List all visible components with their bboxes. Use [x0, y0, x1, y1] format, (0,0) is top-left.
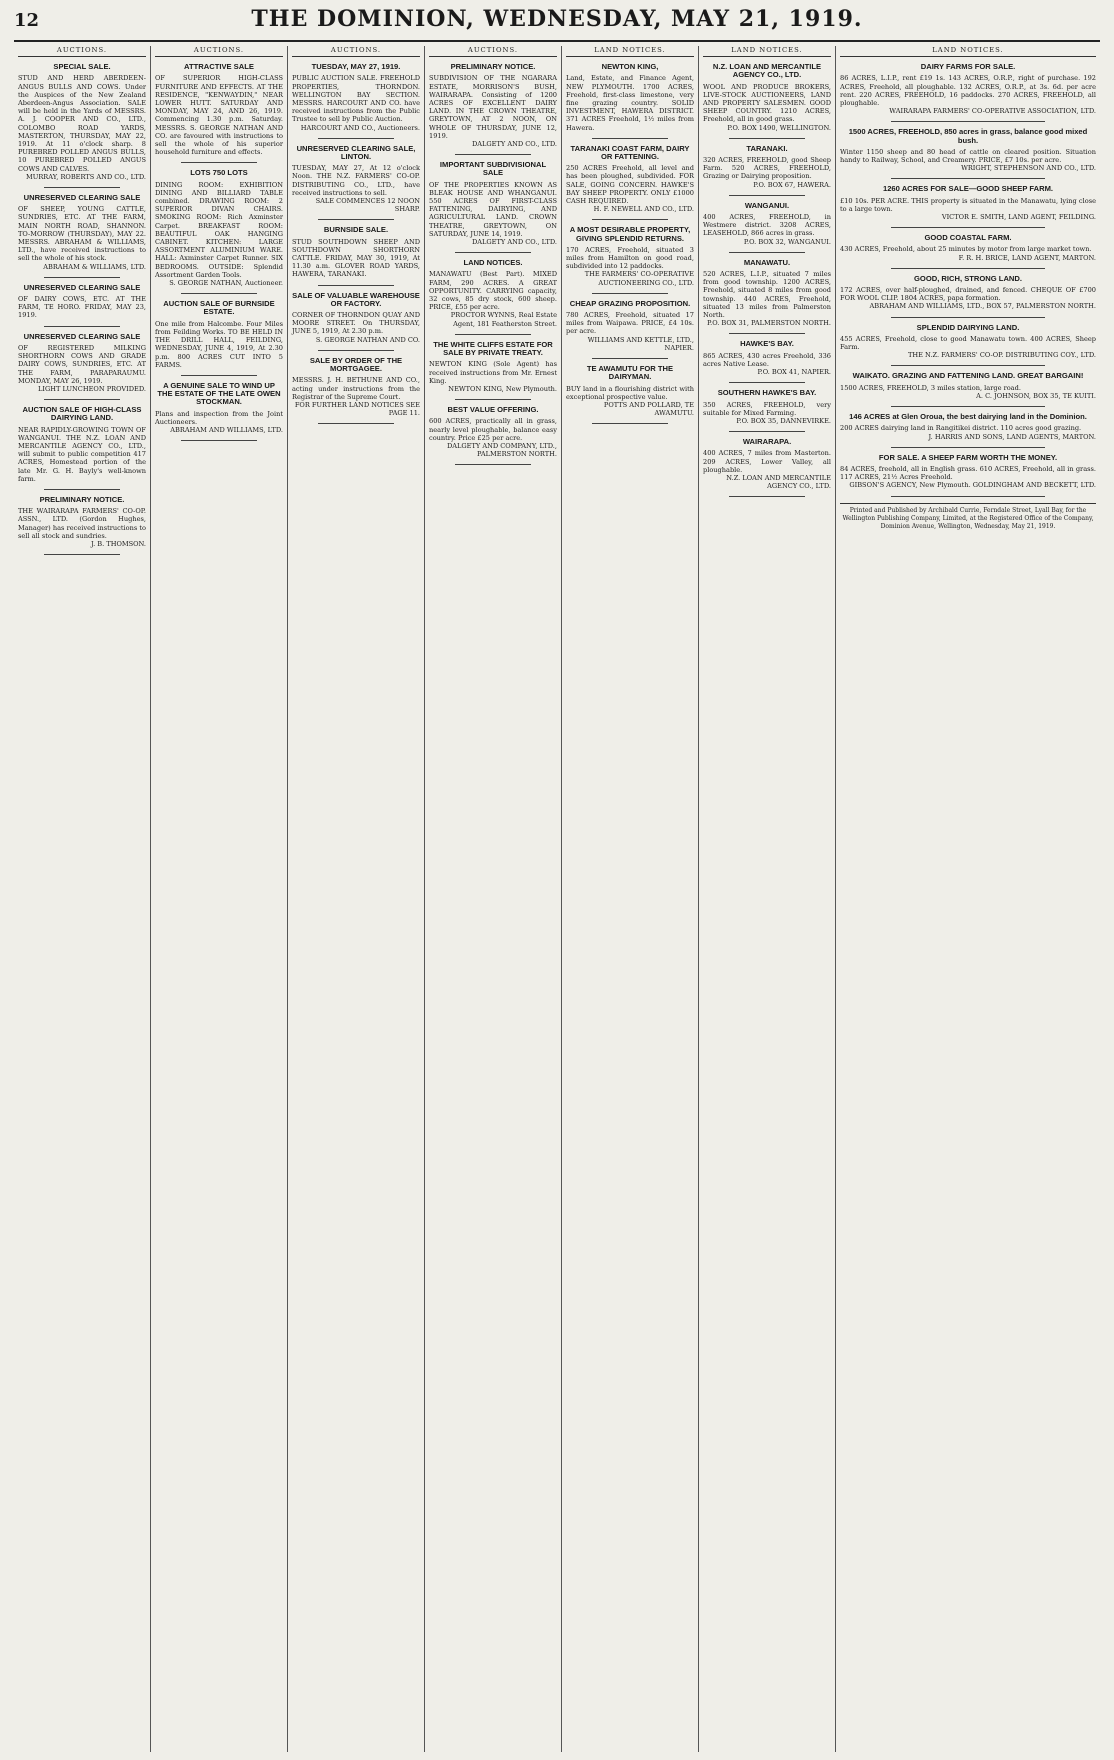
- ad-body: £10 10s. PER ACRE. THIS property is situated in the Manawatu, lying close to a large town.: [840, 196, 1096, 213]
- advertisement: [155, 382, 283, 441]
- ad-heading: WAIKATO. GRAZING AND FATTENING LAND. GREAT BARGAIN!: [852, 371, 1084, 381]
- ad-heading: IMPORTANT SUBDIVISIONAL SALE: [439, 160, 547, 178]
- advertisement: [18, 194, 146, 278]
- column-heading: LAND NOTICES.: [840, 46, 1096, 57]
- ad-body: 250 ACRES Freehold, all level and has been ploughed, subdivided. FOR SALE, GOING CONCERN. HAWKE'S BAY SHEEP PROPERTY. ONLY £1000 CASH REQUIRED.: [566, 164, 694, 206]
- advertisement: [292, 292, 420, 351]
- advertisement: [840, 185, 1096, 228]
- ad-body: STUD AND HERD ABERDEEN-ANGUS BULLS AND COWS. Under the Auspices of the New Zealand Aberdeen-Angus Association. SALE will be held in the Yards of MESSRS. A. J. COOPER AND CO., LTD., COLOMBO ROAD YARDS, MASTERTON, THURSDAY, MAY 22, 1919. At 11 o'clock sharp. 8 PUREBRED POLLED ANGUS BULLS, 10 PUREBRED POLLED ANGUS COWS AND CALVES.: [18, 74, 146, 173]
- advertisement: [703, 145, 831, 196]
- ad-body: DINING ROOM: EXHIBITION DINING AND BILLIARD TABLE combined. DRAWING ROOM: 2 SUPERIOR DIVAN CHAIRS. SMOKING ROOM: Rich Axminster Carpet. BREAKFAST ROOM: BEAUTIFUL OAK HANGING CABINET. KITCHEN: LARGE ASSORTMENT ALUMINIUM WARE. HALL: Axminster Carpet Runner. SIX BEDROOMS. OUTSIDE: Splendid Assortment Garden Tools.: [155, 180, 283, 279]
- ad-body: CORNER OF THORNDON QUAY AND MOORE STREET. On THURSDAY, JUNE 5, 1919, At 2.30 p.m.: [292, 311, 420, 336]
- ad-body: 200 ACRES dairying land in Rangitikei district. 110 acres good grazing.: [840, 424, 1082, 433]
- advertisement: [292, 145, 420, 221]
- ad-signature: WILLIAMS AND KETTLE, LTD., NAPIER.: [587, 335, 694, 352]
- column-6: [699, 46, 836, 1752]
- ad-heading: CHEAP GRAZING PROPOSITION.: [569, 298, 691, 308]
- divider: [44, 489, 121, 490]
- ad-body: 400 ACRES, FREEHOLD, in Westmere district. 3208 ACRES, LEASEHOLD, 866 acres in grass.: [703, 213, 831, 238]
- ad-heading: NEWTON KING,: [601, 62, 659, 72]
- divider: [891, 268, 1045, 269]
- advertisement: [840, 275, 1096, 318]
- ad-signature: FOR FURTHER LAND NOTICES SEE PAGE 11.: [294, 400, 420, 418]
- divider: [592, 219, 669, 220]
- newspaper-title: THE DOMINION, WEDNESDAY, MAY 21, 1919.: [251, 6, 863, 32]
- divider: [891, 447, 1045, 448]
- advertisement: [429, 63, 557, 155]
- divider: [891, 406, 1045, 407]
- advertisement: [155, 63, 283, 163]
- advertisement: [18, 406, 146, 490]
- advertisement: [155, 169, 283, 294]
- ad-signature: HARCOURT AND CO., Auctioneers.: [300, 123, 420, 132]
- divider: [729, 496, 806, 497]
- columns: [14, 46, 1100, 1752]
- ad-heading: UNRESERVED CLEARING SALE: [23, 331, 141, 341]
- advertisement: [703, 438, 831, 497]
- divider: [729, 431, 806, 432]
- ad-heading: BURNSIDE SALE.: [323, 225, 389, 235]
- divider: [729, 382, 806, 383]
- masthead: [14, 6, 1100, 42]
- imprint: Printed and Published by Archibald Currie, Ferndale Street, Lyall Bay, for the Wellington Publishing Company, Limited, at the Registered Office of the Company, Dominion Avenue, Wellington, Wednesday, May 21, 1919.: [840, 503, 1096, 532]
- ad-body: 400 ACRES, 7 miles from Masterton. 209 ACRES, Lower Valley, all ploughable.: [703, 449, 831, 474]
- ad-signature: P.O. BOX 67, HAWERA.: [753, 180, 831, 189]
- column-5: [562, 46, 699, 1752]
- ad-heading: LAND NOTICES.: [463, 258, 523, 268]
- ad-signature: GIBSON'S AGENCY, New Plymouth. GOLDINGHAM AND BECKETT, LTD.: [849, 481, 1096, 490]
- ad-signature: DALGETY AND CO., LTD.: [471, 238, 557, 247]
- ad-body: One mile from Halcombe. Four Miles from Feilding Works. TO BE HELD IN THE DRILL HALL, FEILDING, WEDNESDAY, JUNE 4, 1919, At 2.30 p.m. 800 ACRES CUT INTO 5 FARMS.: [155, 319, 283, 369]
- advertisement: [840, 128, 1096, 179]
- ad-body: OF REGISTERED MILKING SHORTHORN COWS AND GRADE DAIRY COWS, SUNDRIES, ETC. AT THE FARM, PARAPARAUMU. MONDAY, MAY 26, 1919.: [18, 343, 146, 385]
- ad-body: PUBLIC AUCTION SALE. FREEHOLD PROPERTIES, THORNDON. WELLINGTON BAY SECTION. MESSRS. HARCOURT AND CO. have received instructions from the Public Trustee to sell by Public Auction.: [292, 74, 420, 124]
- divider: [44, 554, 121, 555]
- ad-heading: SOUTHERN HAWKE'S BAY.: [717, 388, 817, 398]
- ad-body: TUESDAY, MAY 27, At 12 o'clock Noon. THE N.Z. FARMERS' CO-OP. DISTRIBUTING CO., LTD., have received instructions to sell.: [292, 164, 420, 197]
- divider: [455, 464, 532, 465]
- divider: [455, 399, 532, 400]
- ad-signature: A. C. JOHNSON, BOX 35, TE KUITI.: [976, 391, 1096, 400]
- ad-body: MANAWATU (Best Part). MIXED FARM, 290 ACRES. A GREAT OPPORTUNITY. CARRYING capacity, 32 cows, 85 dry stock, 600 sheep. PRICE, £55 per acre.: [429, 270, 557, 312]
- ad-body: 455 ACRES, Freehold, close to good Manawatu town. 400 ACRES, Sheep Farm.: [840, 334, 1096, 352]
- advertisement: [840, 324, 1096, 367]
- ad-heading: UNRESERVED CLEARING SALE: [23, 193, 141, 203]
- ad-signature: P.O. BOX 35, DANNEVIRKE.: [736, 416, 831, 425]
- divider: [592, 358, 669, 359]
- advertisement: [566, 365, 694, 424]
- ad-signature: NEWTON KING, New Plymouth.: [448, 384, 557, 393]
- divider: [455, 252, 532, 253]
- ad-signature: WAIRARAPA FARMERS' CO-OPERATIVE ASSOCIATION, LTD.: [889, 107, 1096, 116]
- column-7: [836, 46, 1100, 1752]
- ad-body: 780 ACRES, Freehold, situated 17 miles from Waipawa. PRICE, £4 10s. per acre.: [566, 311, 694, 336]
- divider: [318, 219, 395, 220]
- ad-body: THE WAIRARAPA FARMERS' CO-OP. ASSN., LTD. (Gordon Hughes, Manager) has received instructions to sell all stock and sundries.: [18, 507, 146, 540]
- ad-body: 350 ACRES, FREEHOLD, very suitable for Mixed Farming.: [703, 400, 831, 417]
- ad-heading: TUESDAY, MAY 27, 1919.: [311, 62, 401, 72]
- advertisement: [840, 372, 1096, 407]
- ad-heading: MANAWATU.: [743, 257, 791, 267]
- ad-heading: PRELIMINARY NOTICE.: [39, 494, 125, 504]
- divider: [455, 154, 532, 155]
- ad-signature: N.Z. LOAN AND MERCANTILE AGENCY CO., LTD.: [726, 473, 831, 491]
- ad-body: STUD SOUTHDOWN SHEEP AND SOUTHDOWN SHORTHORN CATTLE. FRIDAY, MAY 30, 1919, At 11.30 a.m. GLOVER ROAD YARDS, HAWERA, TARANAKI.: [292, 237, 420, 279]
- divider: [592, 138, 669, 139]
- ad-signature: MURRAY, ROBERTS AND CO., LTD.: [26, 172, 146, 181]
- ad-signature: P.O. BOX 32, WANGANUI.: [743, 237, 831, 246]
- advertisement: [429, 259, 557, 335]
- ad-heading: TARANAKI.: [746, 143, 788, 153]
- ad-body: MESSRS. J. H. BETHUNE AND CO., acting under instructions from the Registrar of the Supreme Court.: [292, 376, 420, 401]
- column-heading: LAND NOTICES.: [566, 46, 694, 57]
- column-4: [425, 46, 562, 1752]
- divider: [181, 440, 258, 441]
- divider: [891, 227, 1045, 228]
- advertisement: [292, 63, 420, 139]
- ad-signature: THE N.Z. FARMERS' CO-OP. DISTRIBUTING COY., LTD.: [908, 351, 1096, 360]
- ad-body: OF DAIRY COWS, ETC. AT THE FARM, TE HORO. FRIDAY, MAY 23, 1919.: [18, 295, 146, 320]
- ad-signature: P.O. BOX 41, NAPIER.: [757, 368, 831, 377]
- ad-heading: SALE OF VALUABLE WAREHOUSE OR FACTORY.: [292, 290, 420, 308]
- ad-heading: UNRESERVED CLEARING SALE: [23, 282, 141, 292]
- column-heading: AUCTIONS.: [429, 46, 557, 57]
- column-heading: AUCTIONS.: [292, 46, 420, 57]
- advertisement: [18, 63, 146, 188]
- advertisement: [155, 300, 283, 376]
- ad-signature: THE FARMERS' CO-OPERATIVE AUCTIONEERING CO., LTD.: [584, 270, 694, 287]
- ad-body: OF SUPERIOR HIGH-CLASS FURNITURE AND EFFECTS. AT THE RESIDENCE, "KENWAYDIN," NEAR LOWER HUTT. SATURDAY AND MONDAY, MAY 24, AND 26, 1919. Commencing 1.30 p.m. Saturday. MESSRS. S. GEORGE NATHAN AND CO. are favoured with instructions to sell the whole of his superior household furniture and effects.: [155, 74, 283, 157]
- ad-heading: GOOD COASTAL FARM.: [924, 233, 1012, 243]
- advertisement: [840, 63, 1096, 122]
- divider: [891, 317, 1045, 318]
- ad-heading: AUCTION SALE OF BURNSIDE ESTATE.: [163, 299, 275, 317]
- ad-heading: GOOD, RICH, STRONG LAND.: [914, 273, 1022, 283]
- advertisement: [292, 226, 420, 285]
- ad-heading: LOTS 750 LOTS: [190, 168, 248, 178]
- ad-body: 320 ACRES, FREEHOLD, good Sheep Farm. 520 ACRES, FREEHOLD, Grazing or Dairying proposition.: [703, 156, 831, 181]
- ad-body: WOOL AND PRODUCE BROKERS, LIVE-STOCK AUCTIONEERS, LAND AND PROPERTY SALESMEN. GOOD SHEEP COUNTRY. 1210 ACRES, Freehold, all in good grass.: [703, 82, 831, 124]
- ad-heading: ATTRACTIVE SALE: [184, 62, 254, 72]
- ad-heading: SPLENDID DAIRYING LAND.: [916, 322, 1020, 332]
- ad-signature: P.O. BOX 31, PALMERSTON NORTH.: [707, 319, 831, 328]
- divider: [44, 277, 121, 278]
- divider: [729, 138, 806, 139]
- divider: [592, 423, 669, 424]
- ad-signature: S. GEORGE NATHAN, Auctioneer.: [169, 279, 283, 288]
- ad-signature: PROCTOR WYNNS, Real Estate Agent, 181 Featherston Street.: [450, 311, 557, 328]
- ad-heading: A GENUINE SALE TO WIND UP THE ESTATE OF THE LATE OWEN STOCKMAN.: [157, 380, 281, 407]
- ad-signature: F. R. H. BRICE, LAND AGENT, MARTON.: [958, 253, 1096, 262]
- ad-signature: ABRAHAM AND WILLIAMS, LTD., BOX 57, PALMERSTON NORTH.: [869, 302, 1096, 311]
- ad-body: NEAR RAPIDLY-GROWING TOWN OF WANGANUI. THE N.Z. LOAN AND MERCANTILE AGENCY CO., LTD., will submit to public competition 417 ACRES, Homestead portion of the late Mr. G. H. Bayly's well-known farm.: [18, 425, 146, 483]
- divider: [44, 187, 121, 188]
- divider: [729, 252, 806, 253]
- ad-signature: DALGETY AND COMPANY, LTD., PALMERSTON NORTH.: [446, 441, 557, 459]
- advertisement: [566, 226, 694, 293]
- ad-heading: SPECIAL SALE.: [53, 62, 111, 72]
- divider: [729, 333, 806, 334]
- ad-signature: POTTS AND POLLARD, TE AWAMUTU.: [603, 400, 694, 418]
- advertisement: [429, 406, 557, 465]
- advertisement: [703, 202, 831, 253]
- divider: [729, 195, 806, 196]
- ad-heading: N.Z. LOAN AND MERCANTILE AGENCY CO., LTD.: [712, 62, 822, 80]
- advertisement: [429, 161, 557, 253]
- advertisement: [566, 145, 694, 221]
- advertisement: [429, 341, 557, 400]
- advertisement: [840, 454, 1096, 497]
- column-heading: AUCTIONS.: [18, 46, 146, 57]
- ad-signature: J. B. THOMSON.: [90, 539, 146, 548]
- advertisement: [292, 357, 420, 424]
- ad-body: 172 ACRES, over half-ploughed, drained, and fenced. CHEQUE OF £700 FOR WOOL CLIP. 1804 ACRES, papa formation.: [840, 286, 1096, 303]
- ad-heading: 1500 ACRES, FREEHOLD, 850 acres in grass, balance good mixed bush.: [848, 127, 1088, 145]
- column-3: [288, 46, 425, 1752]
- ad-body: Plans and inspection from the Joint Auctioneers.: [155, 409, 283, 426]
- divider: [891, 365, 1045, 366]
- ad-body: 170 ACRES, Freehold, situated 3 miles from Hamilton on good road, subdivided into 12 paddocks.: [566, 245, 694, 271]
- ad-body: Winter 1150 sheep and 80 head of cattle on cleared position. Situation handy to Railway, School, and Creamery. PRICE, £7 10s. per acre.: [840, 147, 1096, 165]
- ad-body: 86 ACRES, L.I.P., rent £19 1s. 143 ACRES, O.R.P., right of purchase. 192 ACRES, Freehold, all ploughable. 132 ACRES, O.R.P., at 3s. 6d. per acre rent. 220 ACRES, FREEHOLD, 16 paddocks. 270 ACRES, FREEHOLD, all ploughable.: [840, 74, 1096, 108]
- advertisement: [566, 63, 694, 139]
- ad-signature: S. GEORGE NATHAN AND CO.: [315, 335, 420, 344]
- divider: [318, 138, 395, 139]
- ad-heading: HAWKE'S BAY.: [740, 339, 794, 349]
- column-2: [151, 46, 288, 1752]
- ad-body: OF SHEEP, YOUNG CATTLE, SUNDRIES, ETC. AT THE FARM, MAIN NORTH ROAD, SHANNON. TO-MORROW (THURSDAY), MAY 22. MESSRS. ABRAHAM & WILLIAMS, LTD., have received instructions to sell the whole of his stock.: [18, 205, 146, 263]
- ad-heading: SALE BY ORDER OF THE MORTGAGEE.: [309, 355, 403, 374]
- divider: [181, 293, 258, 294]
- ad-signature: P.O. BOX 1490, WELLINGTON.: [727, 123, 831, 132]
- advertisement: [703, 259, 831, 335]
- page-number: 12: [14, 10, 40, 31]
- advertisement: [703, 389, 831, 432]
- ad-heading: AUCTION SALE OF HIGH-CLASS DAIRYING LAND.: [22, 405, 142, 423]
- divider: [891, 178, 1045, 179]
- ad-body: BUY land in a flourishing district with exceptional prospective value.: [566, 384, 694, 401]
- ad-heading: PRELIMINARY NOTICE.: [450, 62, 536, 72]
- ad-signature: VICTOR E. SMITH, LAND AGENT, FEILDING.: [941, 213, 1096, 222]
- ad-heading: WAIRARAPA.: [742, 437, 792, 447]
- divider: [455, 334, 532, 335]
- advertisement: [18, 284, 146, 327]
- ad-body: Land, Estate, and Finance Agent, NEW PLYMOUTH. 1700 ACRES, Freehold, first-class limestone, very fine grazing country. SOLID INVESTMENT, HAWERA DISTRICT. 371 ACRES Freehold, 1½ miles from Hawera.: [566, 74, 694, 132]
- advertisement: [703, 340, 831, 383]
- ad-heading: A MOST DESIRABLE PROPERTY, GIVING SPLENDID RETURNS.: [569, 225, 691, 243]
- ad-heading: WANGANUI.: [744, 200, 790, 210]
- divider: [181, 162, 258, 163]
- ad-body: 600 ACRES, practically all in grass, nearly level ploughable, balance easy country. Price £25 per acre.: [429, 417, 557, 442]
- ad-heading: TARANAKI COAST FARM, DAIRY OR FATTENING.: [570, 143, 690, 162]
- column-heading: LAND NOTICES.: [703, 46, 831, 57]
- ad-signature: SALE COMMENCES 12 NOON SHARP.: [315, 197, 420, 214]
- ad-body: SUBDIVISION OF THE NGARARA ESTATE, MORRISON'S BUSH, WAIRARAPA. Consisting of 1200 ACRES OF EXCELLENT DAIRY LAND. IN THE CROWN THEATRE, GREYTOWN, AT 2 NOON, ON WHOLE OF THURSDAY, JUNE 12, 1919.: [429, 74, 557, 140]
- ad-heading: BEST VALUE OFFERING.: [447, 405, 539, 415]
- advertisement: [840, 413, 1096, 448]
- divider: [318, 285, 395, 286]
- ad-body: 430 ACRES, Freehold, about 25 minutes by motor from large market town.: [840, 245, 1092, 254]
- ad-body: 84 ACRES, freehold, all in English grass. 610 ACRES, Freehold, all in grass. 117 ACRES, 21½ Acres Freehold.: [840, 464, 1096, 482]
- ad-heading: 1260 ACRES FOR SALE—GOOD SHEEP FARM.: [882, 184, 1054, 194]
- ad-body: 520 ACRES, L.I.P., situated 7 miles from good township. 1200 ACRES, Freehold, situated 8 miles from good township. 440 ACRES, Freehold, situated 13 miles from Palmerston North.: [703, 270, 831, 320]
- divider: [318, 423, 395, 424]
- column-heading: AUCTIONS.: [155, 46, 283, 57]
- divider: [44, 326, 121, 327]
- advertisement: [18, 496, 146, 555]
- advertisement: [703, 63, 831, 139]
- ad-signature: ABRAHAM & WILLIAMS, LTD.: [43, 262, 146, 271]
- ad-signature: WRIGHT, STEPHENSON AND CO., LTD.: [961, 164, 1096, 173]
- divider: [891, 496, 1045, 497]
- ad-body: OF THE PROPERTIES KNOWN AS BLEAK HOUSE AND WHANGANUI. 550 ACRES OF FIRST-CLASS FATTENING, DAIRYING, AND AGRICULTURAL LAND. CROWN THEATRE, GREYTOWN, ON SATURDAY, JUNE 14, 1919.: [429, 180, 557, 238]
- ad-body: NEWTON KING (Sole Agent) has received instructions from Mr. Ernest King.: [429, 360, 557, 385]
- ad-body: 1500 ACRES, FREEHOLD, 3 miles station, large road.: [840, 383, 1021, 392]
- ad-heading: TE AWAMUTU FOR THE DAIRYMAN.: [586, 364, 674, 382]
- advertisement: [840, 234, 1096, 269]
- ad-signature: ABRAHAM AND WILLIAMS, LTD.: [170, 425, 283, 434]
- column-1: [14, 46, 151, 1752]
- divider: [891, 121, 1045, 122]
- ad-signature: DALGETY AND CO., LTD.: [471, 140, 557, 149]
- divider: [592, 293, 669, 294]
- ad-heading: 146 ACRES at Glen Oroua, the best dairying land in the Dominion.: [849, 412, 1087, 422]
- ad-heading: THE WHITE CLIFFS ESTATE FOR SALE BY PRIVATE TREATY.: [433, 339, 553, 358]
- ad-signature: J. HARRIS AND SONS, LAND AGENTS, MARTON.: [928, 432, 1096, 441]
- divider: [181, 375, 258, 376]
- ad-heading: FOR SALE. A SHEEP FARM WORTH THE MONEY.: [878, 452, 1058, 462]
- advertisement: [18, 333, 146, 400]
- ad-signature: H. F. NEWELL AND CO., LTD.: [593, 205, 694, 214]
- ad-body: 865 ACRES, 430 acres Freehold, 336 acres Native Lease.: [703, 351, 831, 368]
- divider: [318, 350, 395, 351]
- ad-heading: DAIRY FARMS FOR SALE.: [920, 62, 1016, 72]
- ad-heading: UNRESERVED CLEARING SALE, LINTON.: [296, 143, 416, 162]
- advertisement: [566, 300, 694, 359]
- ad-signature: LIGHT LUNCHEON PROVIDED.: [37, 384, 146, 393]
- divider: [44, 399, 121, 400]
